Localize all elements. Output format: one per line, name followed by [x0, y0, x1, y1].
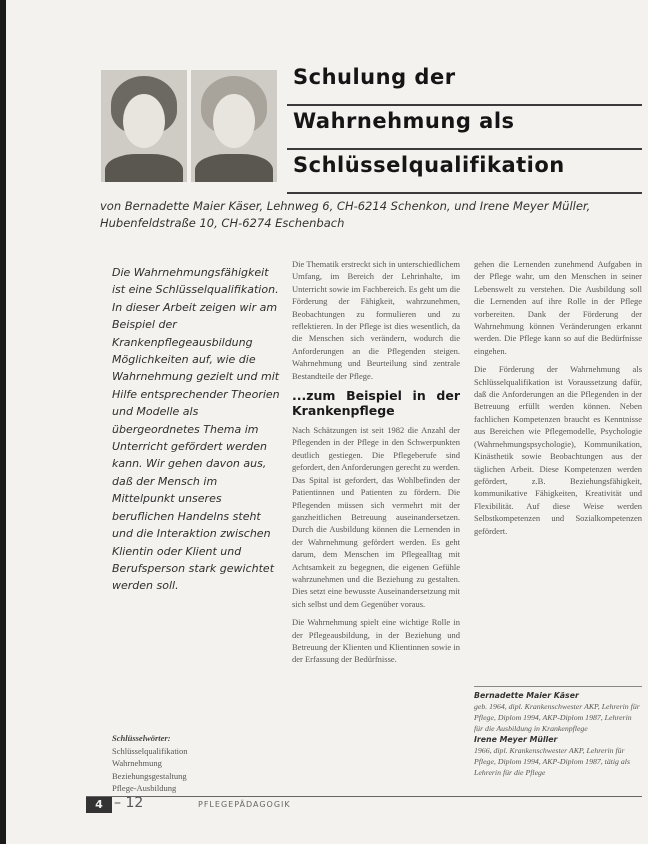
- author-photos: [101, 70, 277, 182]
- photo-face: [213, 94, 255, 148]
- photo-shoulders: [195, 154, 273, 182]
- title-line-3: Schlüsselqualifikation: [287, 150, 642, 194]
- body-column-middle: [292, 258, 460, 672]
- paragraph: gehen die Lernenden zunehmend Aufgaben in der Pflege wahr, um den Menschen in seiner Lebenswelt zu verstehen. Die Ausbildung soll die Lernenden auf ihre Rolle in der Pflege vorbereiten. Dank der Förderung der Wahrnehmung können Veränderungen erkannt werden. Die Pflege kann so auf die Bedürfnisse eingehen.: [474, 259, 642, 356]
- bio-text-2: 1966, dipl. Krankenschwester AKP, Lehrerin für Pflege, Diplom 1994, AKP-Diplom 1987, tätig als Lehrerin für die Pflege: [474, 746, 631, 777]
- photo-shoulders: [105, 154, 183, 182]
- keyword-item: Schlüsselqualifikation: [112, 745, 188, 756]
- article-title: [287, 62, 642, 194]
- keywords-box: [112, 732, 282, 795]
- byline: von Bernadette Maier Käser, Lehnweg 6, CH-6214 Schenkon, und Irene Meyer Müller, Hubenfeldstraße 10, CH-6274 Eschenbach: [100, 199, 591, 230]
- magazine-name: PFLEGEPÄDAGOGIK: [198, 800, 291, 809]
- intro-abstract: Die Wahrnehmungsfähigkeit ist eine Schlüsselqualifikation. In dieser Arbeit zeigen wir am Beispiel der Krankenpflegeausbildung Möglichkeiten auf, wie die Wahrnehmung gezielt und mit Hilfe entsprechender Theorien und Modelle als übergeordnetes Thema im Unterricht gefördert werden kann. Wir gehen davon aus, daß der Mensch im Mittelpunkt unseres beruflichen Handelns steht und die Interaktion zwischen Klientin oder Klient und Berufsperson stark gewichtet werden soll.: [112, 266, 280, 593]
- page-range-annotation: – 12: [114, 795, 144, 811]
- paragraph: Die Thematik erstreckt sich in unterschiedlichem Umfang, im Bereich der Lehrinhalte, im Unterricht sowie im Fachbereich. Es geht um die Förderung der Fähigkeit, wahrzunehmen, Beobachtungen zu formulieren und zu reflektieren. In der Pflege ist dies wesentlich, da die Menschen sich verändern, wodurch die Anforderungen an die Pflegenden steigen. Wahrnehmung und Beurteilung sind zentrale Bestandteile der Pflege.: [292, 259, 460, 381]
- bio-name-1: Bernadette Maier Käser: [474, 691, 579, 700]
- bio-text-1: geb. 1964, dipl. Krankenschwester AKP, Lehrerin für Pflege, Diplom 1994, AKP-Diplom 1987, Lehrerin für die Ausbildung in Krankenpflege: [474, 702, 640, 733]
- bio-name-2: Irene Meyer Müller: [474, 735, 558, 744]
- paragraph: Nach Schätzungen ist seit 1982 die Anzahl der Pflegenden in der Pflege in den Schwerpunkten deutlich gestiegen. Die Pflegeberufe sind gefordert, den Anforderungen gerecht zu werden. Das Spital ist gefordert, das Wohlbefinden der Patientinnen und Patienten zu fördern. Die Pflegenden müssen sich vermehrt mit der ganzheitlichen Betreuung auseinandersetzen. Durch die Ausbildung können die Lernenden in der Wahrnehmung gefördert werden. Es geht darum, dem Menschen im Pflegealltag mit Achtsamkeit zu begegnen, die eigenen Gefühle wahrzunehmen und die Beziehung zu gestalten. Dies setzt eine bewusste Auseinandersetzung mit sich selbst und dem Gegenüber voraus.: [292, 425, 460, 609]
- body-column-right: [474, 258, 642, 543]
- author-photo-2: [191, 70, 277, 182]
- keyword-item: Beziehungsgestaltung: [112, 770, 187, 781]
- paragraph: Die Förderung der Wahrnehmung als Schlüsselqualifikation ist Voraussetzung dafür, daß die Anforderungen an die Pflegenden in der Betreuung erfüllt werden können. Neben fachlichen Kompetenzen braucht es Kenntnisse aus Bereichen wie Pflegemodelle, Psychologie (Wahrnehmungspsychologie), Kommunikation, Kinästhetik sowie Beobachtungen aus der täglichen Arbeit. Diese Kompetenzen werden gefördert, z.B. Beziehungsfähigkeit, kommunikative Fähigkeiten, Kreativität und Flexibilität. Auf diese Weise werden Selbstkompetenzen und Sozialkompetenzen gefördert.: [474, 364, 642, 536]
- page-footer: [86, 796, 642, 813]
- photo-face: [123, 94, 165, 148]
- author-photo-1: [101, 70, 187, 182]
- paragraph: Die Wahrnehmung spielt eine wichtige Rolle in der Pflegeausbildung, in der Beziehung und Betreuung der Klienten und Klientinnen sowie in der Erfassung der Bedürfnisse.: [292, 617, 460, 665]
- title-line-2: Wahrnehmung als: [287, 106, 642, 150]
- title-line-1: Schulung der: [287, 62, 642, 106]
- keywords-title: Schlüsselwörter:: [112, 733, 171, 743]
- author-bio: [474, 686, 642, 778]
- page-number: 4: [86, 797, 112, 813]
- page-edge: [0, 0, 6, 844]
- keyword-item: Wahrnehmung: [112, 758, 162, 769]
- section-heading: ...zum Beispiel in der Krankenpflege: [292, 388, 460, 419]
- keyword-item: Pflege-Ausbildung: [112, 783, 177, 794]
